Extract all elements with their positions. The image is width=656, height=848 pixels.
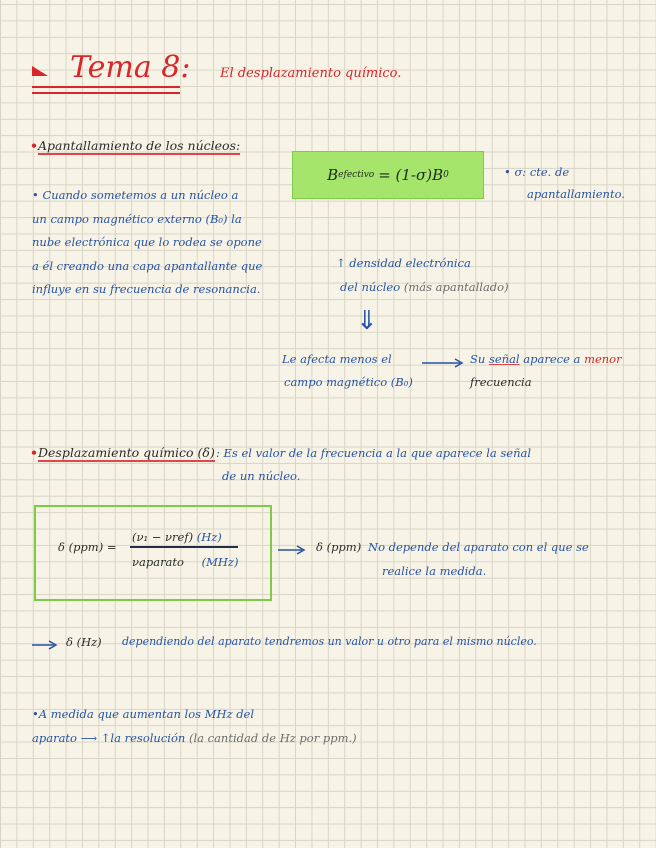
right-arrow-icon xyxy=(422,358,466,368)
arrow-note-lhs: δ (ppm) xyxy=(316,540,362,554)
title-underline xyxy=(32,86,180,88)
right-arrow-icon: ⟶ xyxy=(80,731,98,745)
paragraph-line: nube electrónica que lo rodea se opone xyxy=(32,235,262,249)
numerator-text: (ν₁ − νref) xyxy=(132,530,194,544)
right-arrow-icon xyxy=(278,545,308,555)
arrow-note-line2: realice la medida. xyxy=(382,564,487,578)
effect-line1: Le afecta menos el xyxy=(282,352,392,366)
section-apantallamiento-heading xyxy=(30,138,240,153)
result-line2: frecuencia xyxy=(470,375,532,389)
denominator-unit: (MHz) xyxy=(201,555,239,569)
formula-lhs-sub: efectivo xyxy=(338,170,375,180)
arrow-note-line1: No depende del aparato con el que se xyxy=(368,540,589,554)
density-line1: ↑ densidad electrónica xyxy=(336,256,471,270)
resolution-lhs: aparato xyxy=(32,731,77,745)
formula-lhs: B xyxy=(327,166,339,184)
heading-text: Desplazamiento químico (δ) xyxy=(38,445,215,460)
result-line1 xyxy=(470,352,622,366)
page-title: Tema 8: xyxy=(70,50,191,85)
formula-rhs: = (1-σ)B xyxy=(378,166,444,184)
sigma-note-line2: apantallamiento. xyxy=(527,187,625,201)
heading-text: Apantallamiento de los núcleos: xyxy=(38,138,241,153)
right-arrow-icon xyxy=(32,640,60,650)
paragraph-line: a él creando una capa apantallante que xyxy=(32,258,263,273)
paragraph-line: un campo magnético externo (B₀) la xyxy=(32,211,242,226)
hz-note-text: dependiendo del aparato tendremos un valor u otro para el mismo núcleo. xyxy=(122,635,537,648)
formula2-numerator xyxy=(132,530,222,544)
result-signal: señal xyxy=(488,352,520,366)
bullet-icon: • xyxy=(30,445,38,460)
paragraph-line: • Cuando sometemos a un núcleo a xyxy=(32,188,239,202)
result-prefix: Su xyxy=(470,352,486,366)
definition-line2: de un núcleo. xyxy=(222,469,301,483)
numerator-unit: (Hz) xyxy=(196,530,222,544)
page-subtitle: El desplazamiento químico. xyxy=(220,66,402,81)
effective-field-formula-box xyxy=(292,151,484,199)
density-note: (más apantallado) xyxy=(403,280,509,294)
paragraph-line: influye en su frecuencia de resonancia. xyxy=(32,282,261,296)
resolution-rhs: ↑la resolución xyxy=(100,731,186,745)
fraction-bar xyxy=(130,546,238,548)
denominator-text: νaparato xyxy=(132,555,184,569)
title-marker-icon xyxy=(32,66,48,76)
effect-line2: campo magnético (B₀) xyxy=(284,375,413,389)
definition-line1: : Es el valor de la frecuencia a la que aparece la señal xyxy=(216,446,532,460)
bullet-icon: • xyxy=(30,138,38,153)
formula2-denominator xyxy=(132,555,238,569)
double-down-arrow-icon: ⇓ xyxy=(356,306,378,336)
hz-note-lhs: δ (Hz) xyxy=(66,635,102,649)
density-line2 xyxy=(340,280,509,294)
resolution-line2 xyxy=(32,731,357,745)
shielding-paragraph xyxy=(32,184,262,302)
density-text: del núcleo xyxy=(340,280,401,294)
resolution-note: (la cantidad de Hz por ppm.) xyxy=(188,731,357,745)
result-minor: menor xyxy=(584,352,622,366)
result-middle: aparece a xyxy=(523,352,581,366)
title-underline-2 xyxy=(32,92,180,94)
sigma-note-line1: • σ: cte. de xyxy=(504,165,570,179)
formula2-lhs: δ (ppm) = xyxy=(58,540,117,554)
section-desplazamiento-heading xyxy=(30,445,215,460)
resolution-line1: •A medida que aumentan los MHz del xyxy=(32,707,255,721)
formula-rhs-sub: 0 xyxy=(443,170,449,180)
